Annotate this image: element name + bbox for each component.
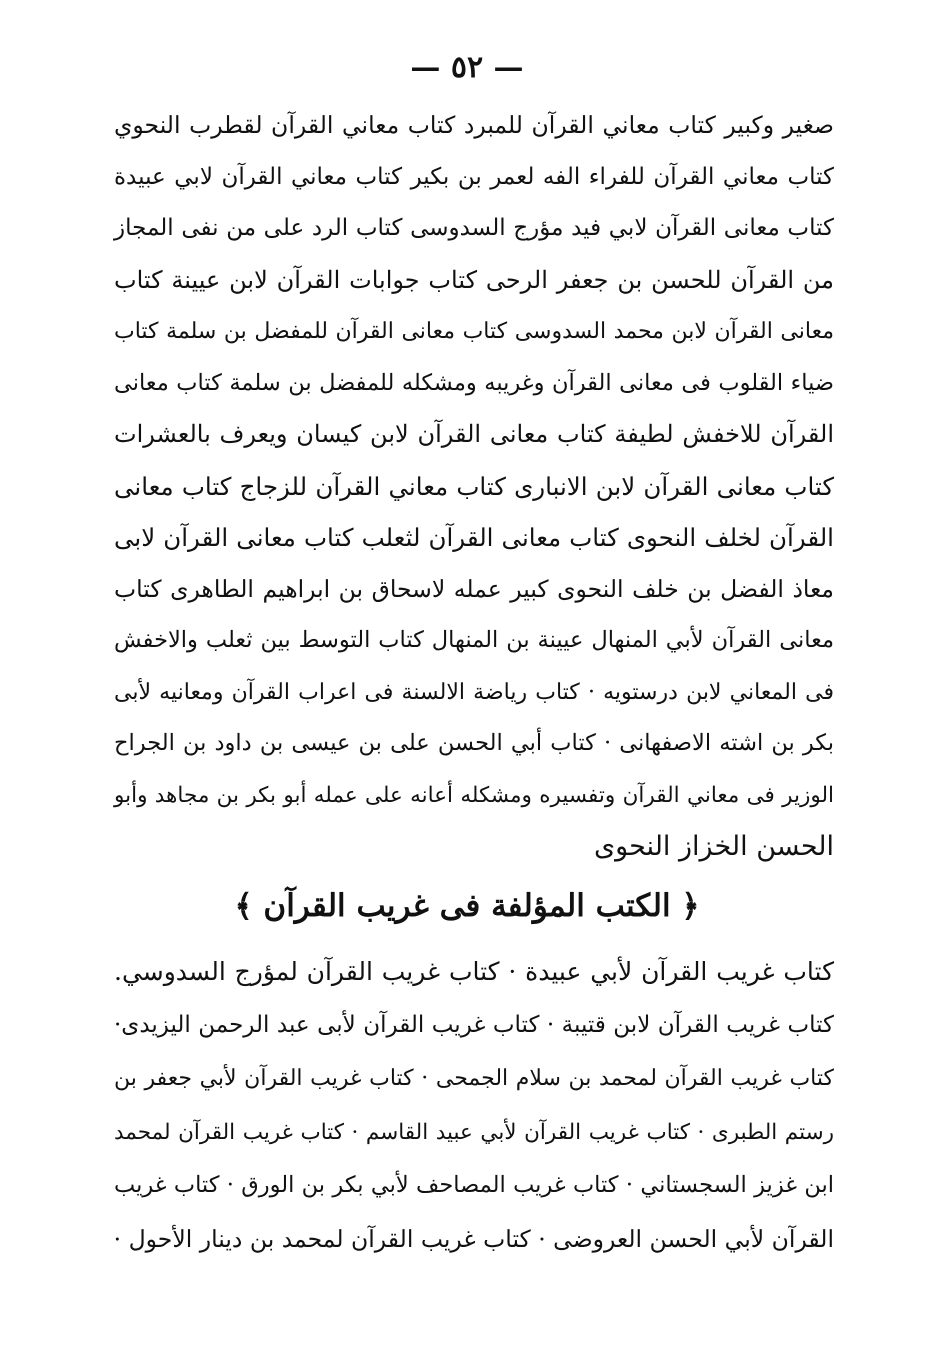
text-line: كتاب غريب القرآن لابن قتيبة · كتاب غريب القرآن لأبى عبد الرحمن اليزيدى· <box>114 1011 834 1038</box>
text-line: صغير وكبير كتاب معاني القرآن للمبرد كتاب معاني القرآن لقطرب النحوي <box>114 111 834 139</box>
text-line: فى المعاني لابن درستويه · كتاب رياضة الالسنة فى اعراب القرآن ومعانيه لأبى <box>114 679 834 705</box>
text-line: كتاب غريب القرآن لأبي عبيدة · كتاب غريب القرآن لمؤرج السدوسي. <box>114 957 834 986</box>
text-line: كتاب غريب القرآن لمحمد بن سلام الجمحى · كتاب غريب القرآن لأبي جعفر بن <box>114 1066 834 1091</box>
paragraph-1 <box>114 100 834 873</box>
text-line: من القرآن للحسن بن جعفر الرحى كتاب جوابات القرآن لابن عيينة كتاب <box>114 265 834 294</box>
text-line: كتاب معانى القرآن لابن الانبارى كتاب معاني القرآن للزجاج كتاب معانى <box>114 471 834 501</box>
text-line: ابن غزيز السجستاني · كتاب غريب المصاحف لأبي بكر بن الورق · كتاب غريب <box>114 1172 834 1198</box>
text-line: معانى القرآن لأبي المنهال عيينة بن المنهال كتاب التوسط بين ثعلب والاخفش <box>114 627 834 653</box>
text-line: القرآن لأبي الحسن العروضى · كتاب غريب القرآن لمحمد بن دينار الأحول · <box>113 1224 834 1253</box>
text-line: القرآن للاخفش لطيفة كتاب معانى القرآن لابن كيسان ويعرف بالعشرات <box>114 420 834 448</box>
text-line: القرآن لخلف النحوى كتاب معانى القرآن لثعلب كتاب معانى القرآن لابى <box>114 523 834 552</box>
text-line: الحسن الخزاز النحوى <box>594 831 834 862</box>
text-line: معاذ الفضل بن خلف النحوى كبير عمله لاسحاق بن ابراهيم الطاهرى كتاب <box>114 574 834 603</box>
text-line: بكر بن اشته الاصفهانى · كتاب أبي الحسن على بن عيسى بن داود بن الجراح <box>114 730 834 756</box>
text-line: رستم الطبرى · كتاب غريب القرآن لأبي عبيد القاسم · كتاب غريب القرآن لمحمد <box>114 1119 834 1145</box>
paragraph-2 <box>114 945 834 1266</box>
text-line: كتاب معاني القرآن للفراء الفه لعمر بن بكير كتاب معاني القرآن لابي عبيدة <box>114 163 834 190</box>
page-number: — ٥٢ — <box>410 50 524 85</box>
text-line: كتاب معانى القرآن لابي فيد مؤرج السدوسى كتاب الرد على من نفى المجاز <box>114 215 834 241</box>
text-line: الوزير فى معاني القرآن وتفسيره ومشكله أعانه على عمله أبو بكر بن مجاهد وأبو <box>114 782 834 808</box>
text-line: ضياء القلوب فى معانى القرآن وغريبه ومشكله للمفضل بن سلمة كتاب معانى <box>114 369 834 396</box>
section-heading: ﴿ الكتب المؤلفة فى غريب القرآن ﴾ <box>234 888 700 924</box>
text-line: معانى القرآن لابن محمد السدوسى كتاب معانى القرآن للمفضل بن سلمة كتاب <box>114 319 834 344</box>
